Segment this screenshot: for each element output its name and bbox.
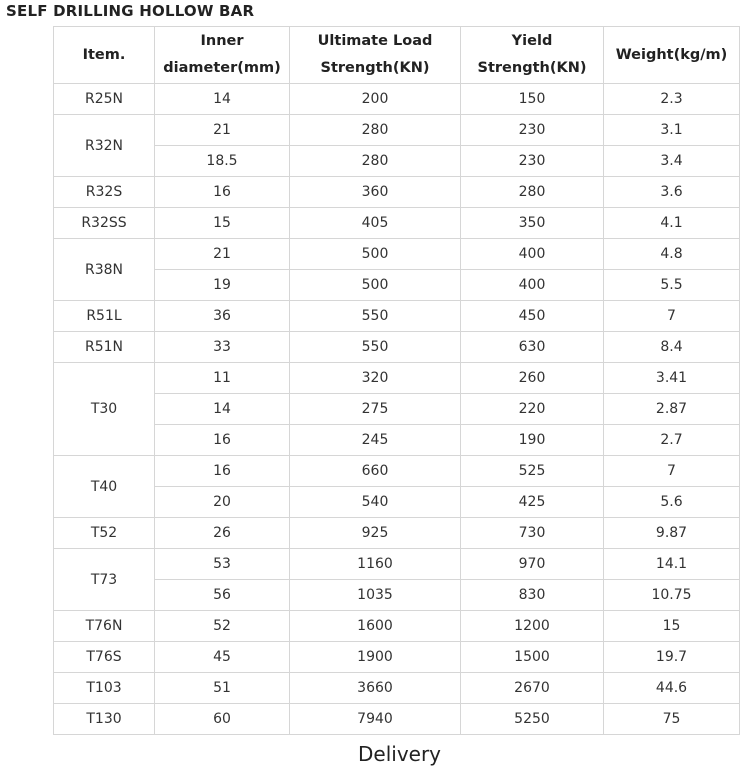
inner-diameter-cell: 33 <box>155 332 290 363</box>
weight-cell: 15 <box>604 611 740 642</box>
item-cell: T103 <box>54 673 155 704</box>
weight-cell: 3.1 <box>604 115 740 146</box>
spec-table <box>53 26 740 735</box>
yield-strength-cell: 730 <box>461 518 604 549</box>
inner-diameter-cell: 14 <box>155 84 290 115</box>
yield-strength-cell: 230 <box>461 146 604 177</box>
inner-diameter-cell: 60 <box>155 704 290 735</box>
weight-cell: 5.6 <box>604 487 740 518</box>
header-weight-label: Weight(kg/m) <box>615 46 728 63</box>
table-row <box>54 673 740 704</box>
yield-strength-cell: 150 <box>461 84 604 115</box>
inner-diameter-cell: 19 <box>155 270 290 301</box>
page-title: SELF DRILLING HOLLOW BAR <box>6 2 255 20</box>
header-ultimate-load-line2: Strength(KN) <box>320 60 430 76</box>
table-row <box>54 518 740 549</box>
ultimate-load-cell: 405 <box>290 208 461 239</box>
yield-strength-cell: 425 <box>461 487 604 518</box>
inner-diameter-cell: 56 <box>155 580 290 611</box>
yield-strength-cell: 970 <box>461 549 604 580</box>
header-ultimate-load <box>290 27 461 84</box>
weight-cell: 7 <box>604 301 740 332</box>
table-row <box>54 704 740 735</box>
ultimate-load-cell: 500 <box>290 270 461 301</box>
ultimate-load-cell: 360 <box>290 177 461 208</box>
yield-strength-cell: 350 <box>461 208 604 239</box>
table-row <box>54 394 740 425</box>
yield-strength-cell: 2670 <box>461 673 604 704</box>
weight-cell: 3.4 <box>604 146 740 177</box>
table-row <box>54 115 740 146</box>
ultimate-load-cell: 7940 <box>290 704 461 735</box>
ultimate-load-cell: 280 <box>290 146 461 177</box>
ultimate-load-cell: 1900 <box>290 642 461 673</box>
ultimate-load-cell: 275 <box>290 394 461 425</box>
yield-strength-cell: 5250 <box>461 704 604 735</box>
inner-diameter-cell: 11 <box>155 363 290 394</box>
table-row <box>54 456 740 487</box>
weight-cell: 4.1 <box>604 208 740 239</box>
table-row <box>54 332 740 363</box>
item-cell: R38N <box>54 239 155 301</box>
header-inner-diameter-line1: Inner <box>200 33 244 49</box>
item-cell: R25N <box>54 84 155 115</box>
table-row <box>54 487 740 518</box>
inner-diameter-cell: 26 <box>155 518 290 549</box>
ultimate-load-cell: 200 <box>290 84 461 115</box>
ultimate-load-cell: 1035 <box>290 580 461 611</box>
ultimate-load-cell: 540 <box>290 487 461 518</box>
ultimate-load-cell: 3660 <box>290 673 461 704</box>
weight-cell: 5.5 <box>604 270 740 301</box>
weight-cell: 4.8 <box>604 239 740 270</box>
item-cell: T76S <box>54 642 155 673</box>
weight-cell: 14.1 <box>604 549 740 580</box>
inner-diameter-cell: 20 <box>155 487 290 518</box>
yield-strength-cell: 220 <box>461 394 604 425</box>
weight-cell: 2.7 <box>604 425 740 456</box>
header-ultimate-load-line1: Ultimate Load <box>317 33 433 49</box>
ultimate-load-cell: 550 <box>290 301 461 332</box>
inner-diameter-cell: 21 <box>155 239 290 270</box>
weight-cell: 7 <box>604 456 740 487</box>
table-row <box>54 301 740 332</box>
inner-diameter-cell: 16 <box>155 456 290 487</box>
inner-diameter-cell: 52 <box>155 611 290 642</box>
item-cell: T73 <box>54 549 155 611</box>
header-yield-strength <box>461 27 604 84</box>
header-yield-strength-line1: Yield <box>511 33 553 49</box>
yield-strength-cell: 190 <box>461 425 604 456</box>
header-inner-diameter-line2: diameter(mm) <box>163 60 281 76</box>
table-row <box>54 270 740 301</box>
table-row <box>54 84 740 115</box>
yield-strength-cell: 1500 <box>461 642 604 673</box>
item-cell: T52 <box>54 518 155 549</box>
item-cell: R32S <box>54 177 155 208</box>
table-row <box>54 642 740 673</box>
table-row <box>54 549 740 580</box>
header-item <box>54 27 155 84</box>
weight-cell: 3.41 <box>604 363 740 394</box>
ultimate-load-cell: 280 <box>290 115 461 146</box>
ultimate-load-cell: 1600 <box>290 611 461 642</box>
ultimate-load-cell: 320 <box>290 363 461 394</box>
yield-strength-cell: 280 <box>461 177 604 208</box>
weight-cell: 19.7 <box>604 642 740 673</box>
weight-cell: 2.87 <box>604 394 740 425</box>
yield-strength-cell: 400 <box>461 270 604 301</box>
weight-cell: 8.4 <box>604 332 740 363</box>
ultimate-load-cell: 660 <box>290 456 461 487</box>
weight-cell: 9.87 <box>604 518 740 549</box>
table-row <box>54 425 740 456</box>
weight-cell: 2.3 <box>604 84 740 115</box>
inner-diameter-cell: 51 <box>155 673 290 704</box>
header-row <box>54 27 740 84</box>
weight-cell: 3.6 <box>604 177 740 208</box>
yield-strength-cell: 400 <box>461 239 604 270</box>
table-row <box>54 239 740 270</box>
section-heading-fragment: Delivery <box>358 742 442 766</box>
inner-diameter-cell: 21 <box>155 115 290 146</box>
item-cell: T30 <box>54 363 155 456</box>
inner-diameter-cell: 14 <box>155 394 290 425</box>
table-row <box>54 611 740 642</box>
table-row <box>54 177 740 208</box>
table-header <box>54 27 740 84</box>
table-row <box>54 580 740 611</box>
inner-diameter-cell: 45 <box>155 642 290 673</box>
ultimate-load-cell: 500 <box>290 239 461 270</box>
yield-strength-cell: 230 <box>461 115 604 146</box>
yield-strength-cell: 525 <box>461 456 604 487</box>
header-item-label: Item. <box>82 46 126 63</box>
item-cell: T76N <box>54 611 155 642</box>
header-yield-strength-line2: Strength(KN) <box>477 60 587 76</box>
ultimate-load-cell: 550 <box>290 332 461 363</box>
inner-diameter-cell: 36 <box>155 301 290 332</box>
item-cell: T130 <box>54 704 155 735</box>
item-cell: R32N <box>54 115 155 177</box>
inner-diameter-cell: 16 <box>155 425 290 456</box>
item-cell: R32SS <box>54 208 155 239</box>
inner-diameter-cell: 18.5 <box>155 146 290 177</box>
yield-strength-cell: 630 <box>461 332 604 363</box>
yield-strength-cell: 1200 <box>461 611 604 642</box>
yield-strength-cell: 830 <box>461 580 604 611</box>
table-body <box>54 84 740 735</box>
weight-cell: 75 <box>604 704 740 735</box>
inner-diameter-cell: 53 <box>155 549 290 580</box>
header-weight <box>604 27 740 84</box>
inner-diameter-cell: 15 <box>155 208 290 239</box>
weight-cell: 44.6 <box>604 673 740 704</box>
ultimate-load-cell: 245 <box>290 425 461 456</box>
table-row <box>54 208 740 239</box>
table-row <box>54 363 740 394</box>
table-row <box>54 146 740 177</box>
item-cell: R51L <box>54 301 155 332</box>
ultimate-load-cell: 925 <box>290 518 461 549</box>
inner-diameter-cell: 16 <box>155 177 290 208</box>
yield-strength-cell: 260 <box>461 363 604 394</box>
item-cell: R51N <box>54 332 155 363</box>
yield-strength-cell: 450 <box>461 301 604 332</box>
ultimate-load-cell: 1160 <box>290 549 461 580</box>
weight-cell: 10.75 <box>604 580 740 611</box>
item-cell: T40 <box>54 456 155 518</box>
header-inner-diameter <box>155 27 290 84</box>
